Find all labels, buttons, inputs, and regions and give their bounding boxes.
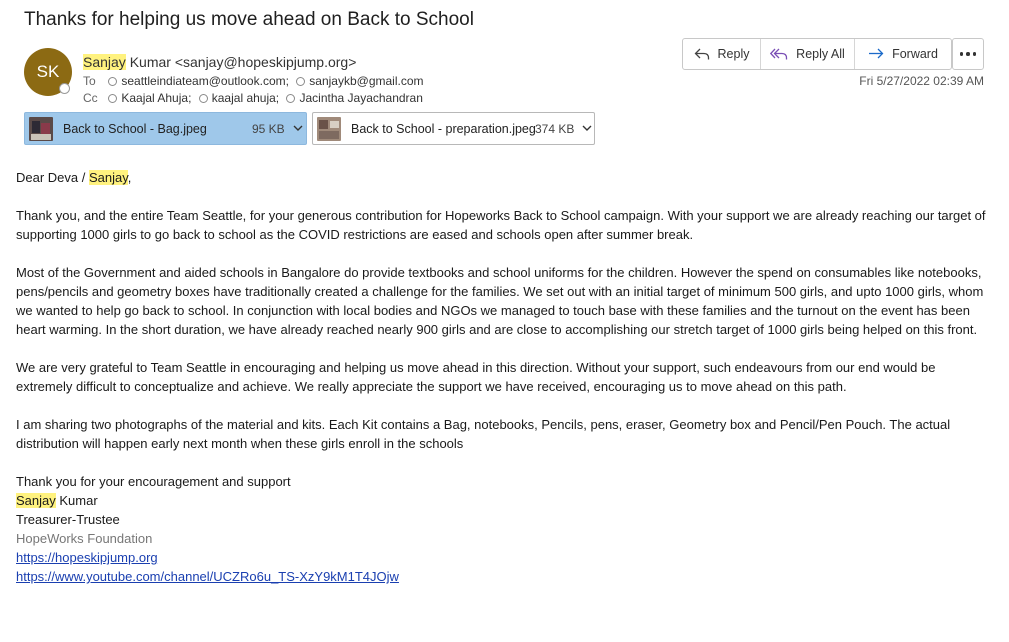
presence-icon	[108, 94, 117, 103]
reply-all-icon	[770, 47, 788, 61]
more-actions-button[interactable]	[952, 38, 984, 70]
chevron-down-icon[interactable]	[582, 125, 592, 132]
to-line	[83, 74, 428, 88]
chevron-down-icon[interactable]	[293, 125, 303, 132]
reply-button[interactable]	[683, 39, 761, 69]
email-subject: Thanks for helping us move ahead on Back to School	[24, 9, 474, 30]
signature-closing: Thank you for your encouragement and support	[16, 474, 291, 489]
body-paragraph-1: Thank you, and the entire Team Seattle, for your generous contribution for Hopeworks Back to School campaign. With your support we are already reaching our target of supporting 1000 girls to go back to school as the COVID restrictions are eased and schools open after summer break.	[16, 208, 986, 242]
reply-label: Reply	[717, 47, 750, 61]
youtube-link[interactable]: https://www.youtube.com/channel/UCZRo6u_TS-XzY9kM1T4JOjw	[16, 569, 399, 584]
cc-line	[83, 91, 427, 105]
signature-name: Sanjay Kumar	[16, 493, 98, 508]
message-actions-toolbar	[682, 38, 952, 70]
website-link[interactable]: https://hopeskipjump.org	[16, 550, 158, 565]
more-dots-icon	[960, 52, 964, 56]
forward-icon	[868, 47, 884, 61]
presence-icon	[286, 94, 295, 103]
presence-status-icon	[59, 83, 70, 94]
greeting: Dear Deva / Sanjay,	[16, 170, 132, 185]
forward-button[interactable]	[855, 39, 951, 69]
presence-icon	[296, 77, 305, 86]
cc-label: Cc	[83, 91, 98, 105]
attachment-size: 95 KB	[252, 121, 285, 136]
body-paragraph-3: We are very grateful to Team Seattle in encouraging and helping us move ahead in this direction. Without your support, such endeavours from our end would be extremely difficult to conceptualize and achieve. We really appreciate the support we have received, encouraging us to move ahead on this path.	[16, 360, 936, 394]
signature-org: HopeWorks Foundation	[16, 531, 153, 546]
sender-first-name: Sanjay	[83, 54, 126, 70]
presence-icon	[199, 94, 208, 103]
attachment-size: 374 KB	[535, 121, 575, 136]
forward-label: Forward	[892, 47, 938, 61]
recipient[interactable]: kaajal ahuja;	[211, 91, 280, 105]
reply-icon	[694, 47, 710, 61]
attachment-name: Back to School - preparation.jpeg	[351, 121, 536, 136]
sender[interactable]	[83, 54, 356, 70]
recipient[interactable]: Jacintha Jayachandran	[299, 91, 423, 105]
sender-name-email: Kumar <sanjay@hopeskipjump.org>	[125, 54, 357, 70]
message-date: Fri 5/27/2022 02:39 AM	[859, 74, 984, 88]
attachment-bag[interactable]	[24, 112, 307, 145]
attachment-name: Back to School - Bag.jpeg	[63, 121, 207, 136]
reply-all-label: Reply All	[796, 47, 845, 61]
recipient[interactable]: seattleindiateam@outlook.com;	[121, 74, 289, 88]
signature-title: Treasurer-Trustee	[16, 512, 120, 527]
message-body	[16, 168, 991, 586]
image-thumbnail-icon	[317, 117, 341, 141]
to-label: To	[83, 74, 96, 88]
avatar-initials: SK	[36, 62, 60, 81]
recipient[interactable]: sanjaykb@gmail.com	[309, 74, 424, 88]
recipient[interactable]: Kaajal Ahuja;	[121, 91, 192, 105]
body-paragraph-4: I am sharing two photographs of the material and kits. Each Kit contains a Bag, notebooks, Pencils, pens, eraser, Geometry box and Pencil/Pen Pouch. The actual distribution will happen early next month when these girls enroll in the schools	[16, 417, 951, 451]
presence-icon	[108, 77, 117, 86]
body-paragraph-2: Most of the Government and aided schools in Bangalore do provide textbooks and school uniforms for the children. However the spend on consumables like notebooks, pens/pencils and geometry boxes have traditionally created a challenge for the families. We set out with an initial target of minimum 500 girls, and upto 1000 girls, whom we wanted to help go back to school. In conjunction with local bodies and NGOs we managed to touch base with these families and the turnout on the event has been heart warming. In the short duration, we have already reached nearly 900 girls and are close to accomplishing our stretch target of 1000 girls being helped on this front.	[16, 265, 984, 337]
attachment-preparation[interactable]	[312, 112, 595, 145]
image-thumbnail-icon	[29, 117, 53, 141]
reply-all-button[interactable]	[761, 39, 855, 69]
